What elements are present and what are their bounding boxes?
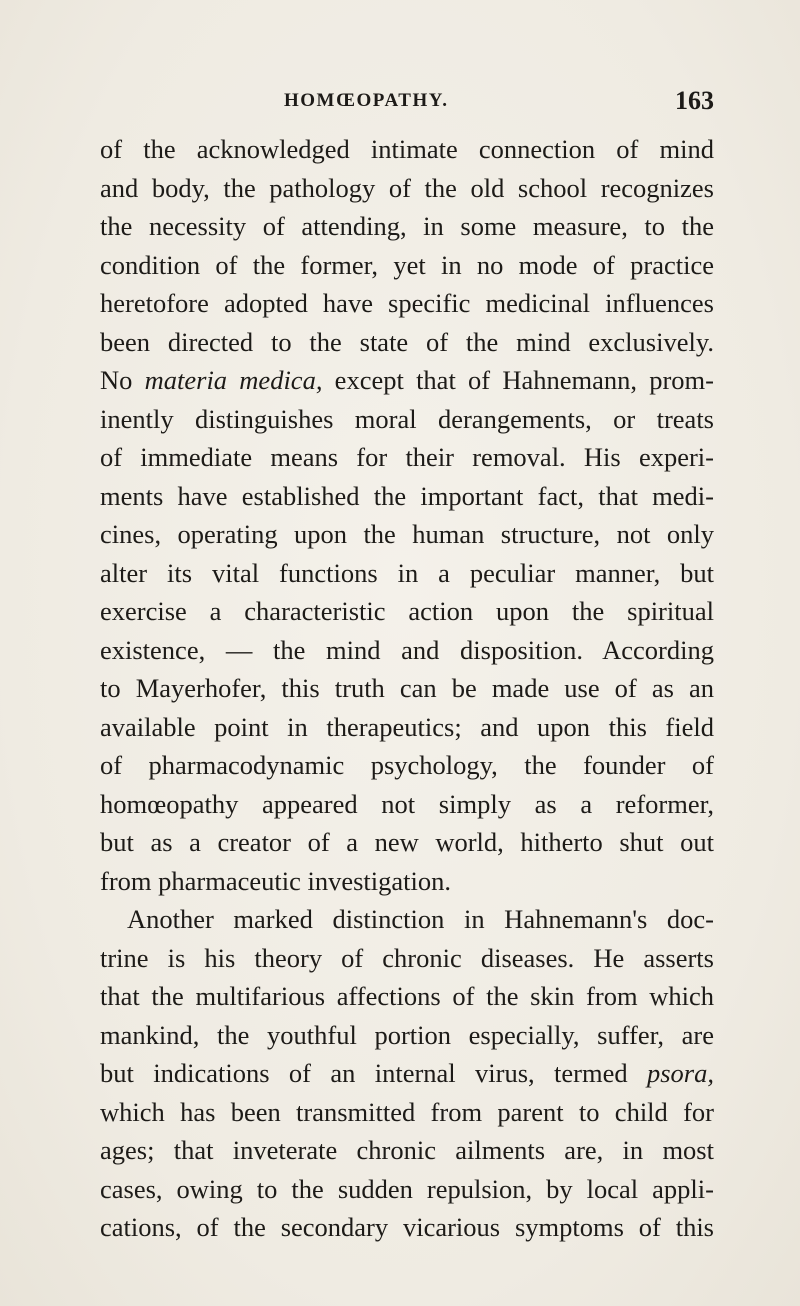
page-header [100,86,714,120]
text-line: from pharmaceutic investigation. [100,865,452,896]
text-line: condition of the former, yet in no mode of practice [100,249,714,280]
text-line: to Mayerhofer, this truth can be made use of as an [100,673,714,703]
text-line: which has been transmitted from parent to child for [100,1096,714,1127]
text-line: of immediate means for their removal. His experi- [100,442,714,472]
page-number: 163 [675,86,714,115]
text-line: mankind, the youthful portion especially, suffer, are [100,1019,714,1050]
text-line: trine is his theory of chronic diseases. He asserts [100,942,714,973]
italic-term: psora, [646,1058,714,1088]
text-segment: but indications of an internal virus, termed [100,1058,647,1088]
text-segment: except that of Hahnemann, prom- [322,365,714,395]
text-line: heretofore adopted have specific medicinal influences [100,288,714,318]
text-line: alter its vital functions in a peculiar manner, but [100,557,714,588]
body-text [100,130,714,1247]
text-line: inently distinguishes moral derangements, or treats [100,403,714,434]
text-line [100,361,714,400]
italic-term: materia medica, [144,365,323,395]
running-head: HOMŒOPATHY. [284,90,449,111]
text-line: existence, — the mind and disposition. According [100,634,714,665]
text-line: ments have established the important fact, that medi- [100,480,714,511]
text-line: and body, the pathology of the old school recognizes [100,172,714,203]
text-line: cases, owing to the sudden repulsion, by local appli- [100,1173,714,1204]
text-line: exercise a characteristic action upon the spiritual [100,596,714,626]
text-line [100,1054,714,1093]
text-line: available point in therapeutics; and upon this field [100,711,714,742]
text-line: cations, of the secondary vicarious symptoms of this [100,1212,714,1242]
text-line: but as a creator of a new world, hitherto shut out [100,827,714,857]
text-line: homœopathy appeared not simply as a reformer, [100,788,714,819]
text-line: the necessity of attending, in some measure, to the [100,211,714,241]
text-line: of the acknowledged intimate connection of mind [100,134,714,164]
text-line: Another marked distinction in Hahnemann's doc- [127,904,714,934]
text-line: cines, operating upon the human structure, not only [100,519,714,549]
text-line: ages; that inveterate chronic ailments are, in most [100,1135,714,1165]
text-line: that the multifarious affections of the skin from which [100,981,714,1011]
text-segment: No [100,365,145,395]
text-line: been directed to the state of the mind exclusively. [100,326,714,357]
text-line: of pharmacodynamic psychology, the founder of [100,750,714,780]
